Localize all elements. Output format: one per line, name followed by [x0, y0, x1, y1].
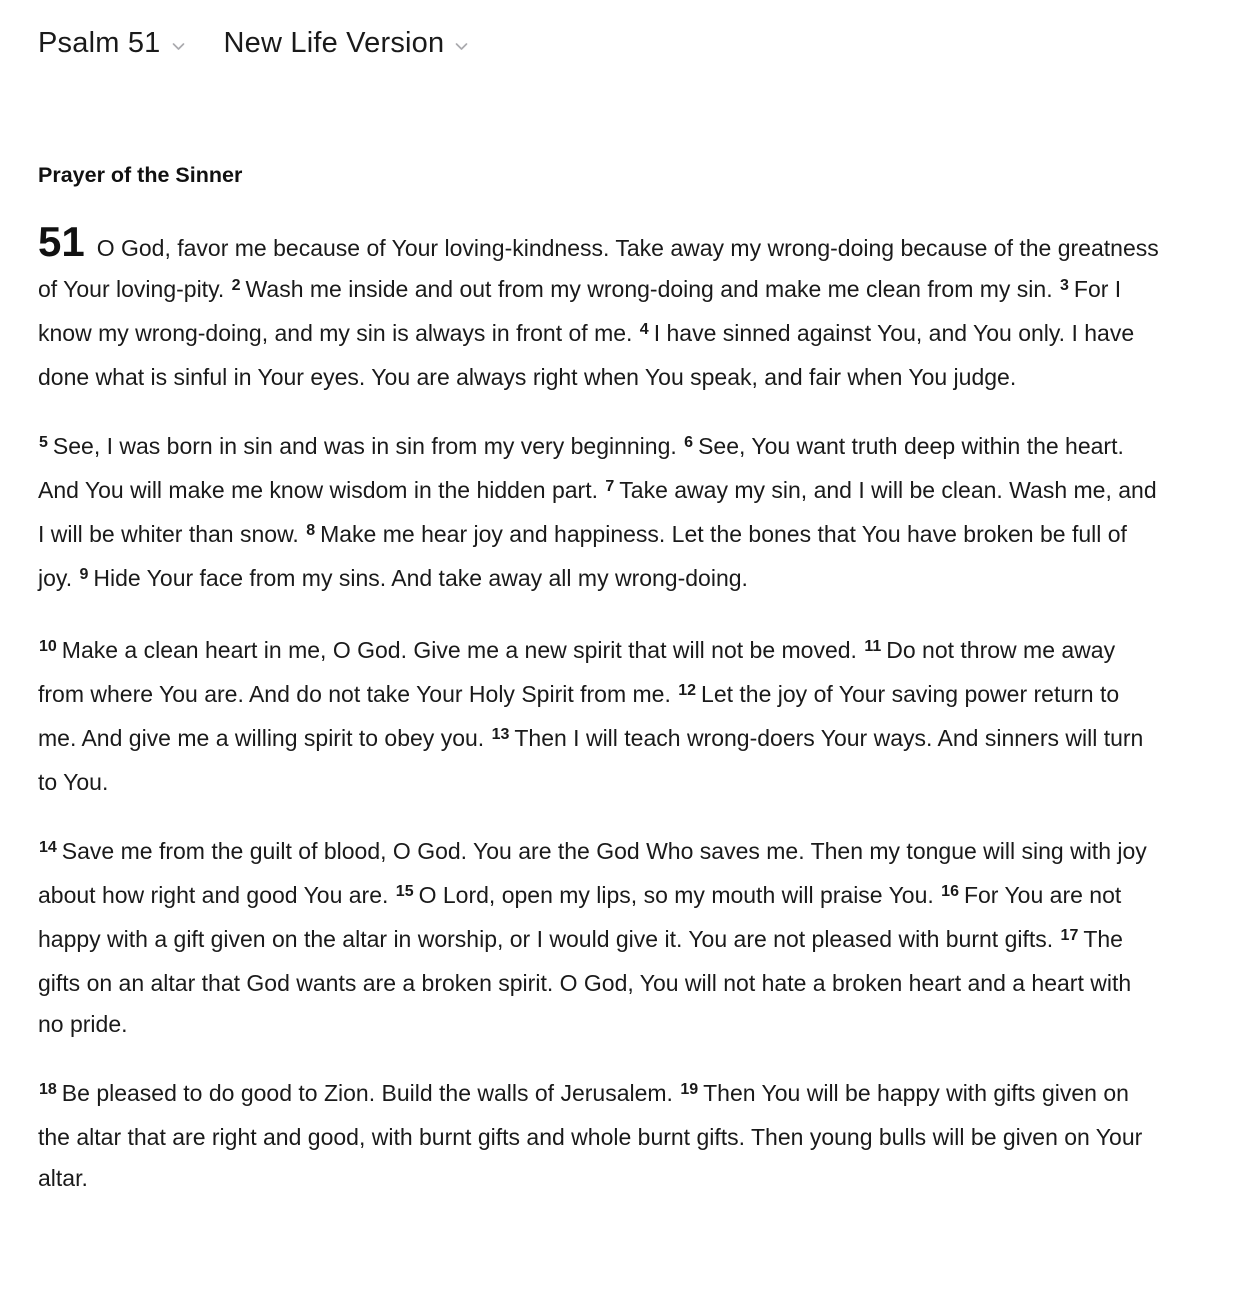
chevron-down-icon — [169, 37, 188, 56]
book-chapter-dropdown[interactable] — [38, 27, 188, 60]
verse-text: Do not throw me away from where You are. And do not take Your Holy Spirit from me. — [38, 637, 1116, 707]
verse-number: 16 — [941, 883, 959, 900]
verse-number: 7 — [605, 478, 615, 495]
verse-text: Take away my sin, and I will be clean. Wash me, and I will be whiter than snow. — [38, 477, 1157, 547]
verse-text: Let the joy of Your saving power return to me. And give me a willing spirit to obey you. — [38, 681, 1120, 751]
verse-number: 6 — [684, 434, 694, 451]
book-chapter-label: Psalm 51 — [38, 26, 161, 59]
verse-number: 11 — [864, 638, 882, 655]
verse-number: 13 — [491, 726, 510, 743]
verse-number: 19 — [680, 1081, 699, 1098]
verse-text: Wash me inside and out from my wrong-doing and make me clean from my sin. — [245, 276, 1059, 302]
verse-number: 4 — [639, 321, 649, 338]
verse-number: 2 — [231, 277, 241, 294]
bible-passage-page — [0, 24, 1247, 1199]
verse-text: For You are not happy with a gift given on the altar in worship, or I would give it. You are not pleased with burnt gifts. — [38, 882, 1122, 952]
verse-number: 5 — [39, 434, 48, 451]
version-dropdown[interactable] — [224, 27, 472, 60]
verse-text: Make me hear joy and happiness. Let the bones that You have broken be full of joy. — [38, 521, 1127, 591]
chevron-down-icon — [452, 37, 471, 56]
passage-header — [38, 24, 1247, 62]
verse-number: 12 — [678, 682, 697, 699]
verse-text: O God, favor me because of Your loving-kindness. Take away my wrong-doing because of the greatness of Your loving-pity. — [38, 235, 1159, 302]
verse-text: See, I was born in sin and was in sin from my very beginning. — [52, 433, 684, 459]
verse-text: O Lord, open my lips, so my mouth will praise You. — [418, 882, 941, 908]
verse-text: Make a clean heart in me, O God. Give me a new spirit that will not be moved. — [61, 637, 864, 663]
verse-paragraph — [38, 1073, 1163, 1199]
section-heading: Prayer of the Sinner — [38, 163, 243, 187]
passage-text — [38, 218, 1163, 1199]
verse-number: 8 — [306, 522, 316, 539]
verse-number: 14 — [39, 839, 57, 856]
chapter-number: 51 — [38, 218, 85, 265]
verse-number: 15 — [395, 883, 414, 900]
verse-number: 10 — [39, 638, 57, 655]
verse-number: 18 — [39, 1081, 57, 1098]
verse-paragraph — [38, 218, 1163, 398]
verse-paragraph — [38, 630, 1163, 803]
verse-text: For I know my wrong-doing, and my sin is always in front of me. — [38, 276, 1122, 346]
verse-number: 17 — [1060, 927, 1079, 944]
verse-text: Save me from the guilt of blood, O God. You are the God Who saves me. Then my tongue will sing with joy about how right and good You are. — [38, 838, 1147, 908]
verse-paragraph — [38, 831, 1163, 1045]
verse-number: 3 — [1059, 277, 1069, 294]
verse-text: Be pleased to do good to Zion. Build the walls of Jerusalem. — [61, 1080, 680, 1106]
verse-text: Then I will teach wrong-doers Your ways. And sinners will turn to You. — [38, 725, 1144, 795]
version-label: New Life Version — [223, 26, 445, 59]
verse-text: See, You want truth deep within the heart. And You will make me know wisdom in the hidden part. — [38, 433, 1124, 503]
verse-text: I have sinned against You, and You only. I have done what is sinful in Your eyes. You are always right when You speak, and fair when You judge. — [38, 320, 1135, 390]
verse-text: Then You will be happy with gifts given on the altar that are right and good, with burnt gifts and whole burnt gifts. Then young bulls will be given on Your altar. — [38, 1080, 1143, 1191]
verse-text: Hide Your face from my sins. And take away all my wrong-doing. — [93, 565, 748, 591]
verse-number: 9 — [79, 566, 89, 583]
verse-paragraph — [38, 426, 1163, 602]
verse-text: The gifts on an altar that God wants are a broken spirit. O God, You will not hate a broken heart and a heart with no pride. — [38, 926, 1132, 1037]
